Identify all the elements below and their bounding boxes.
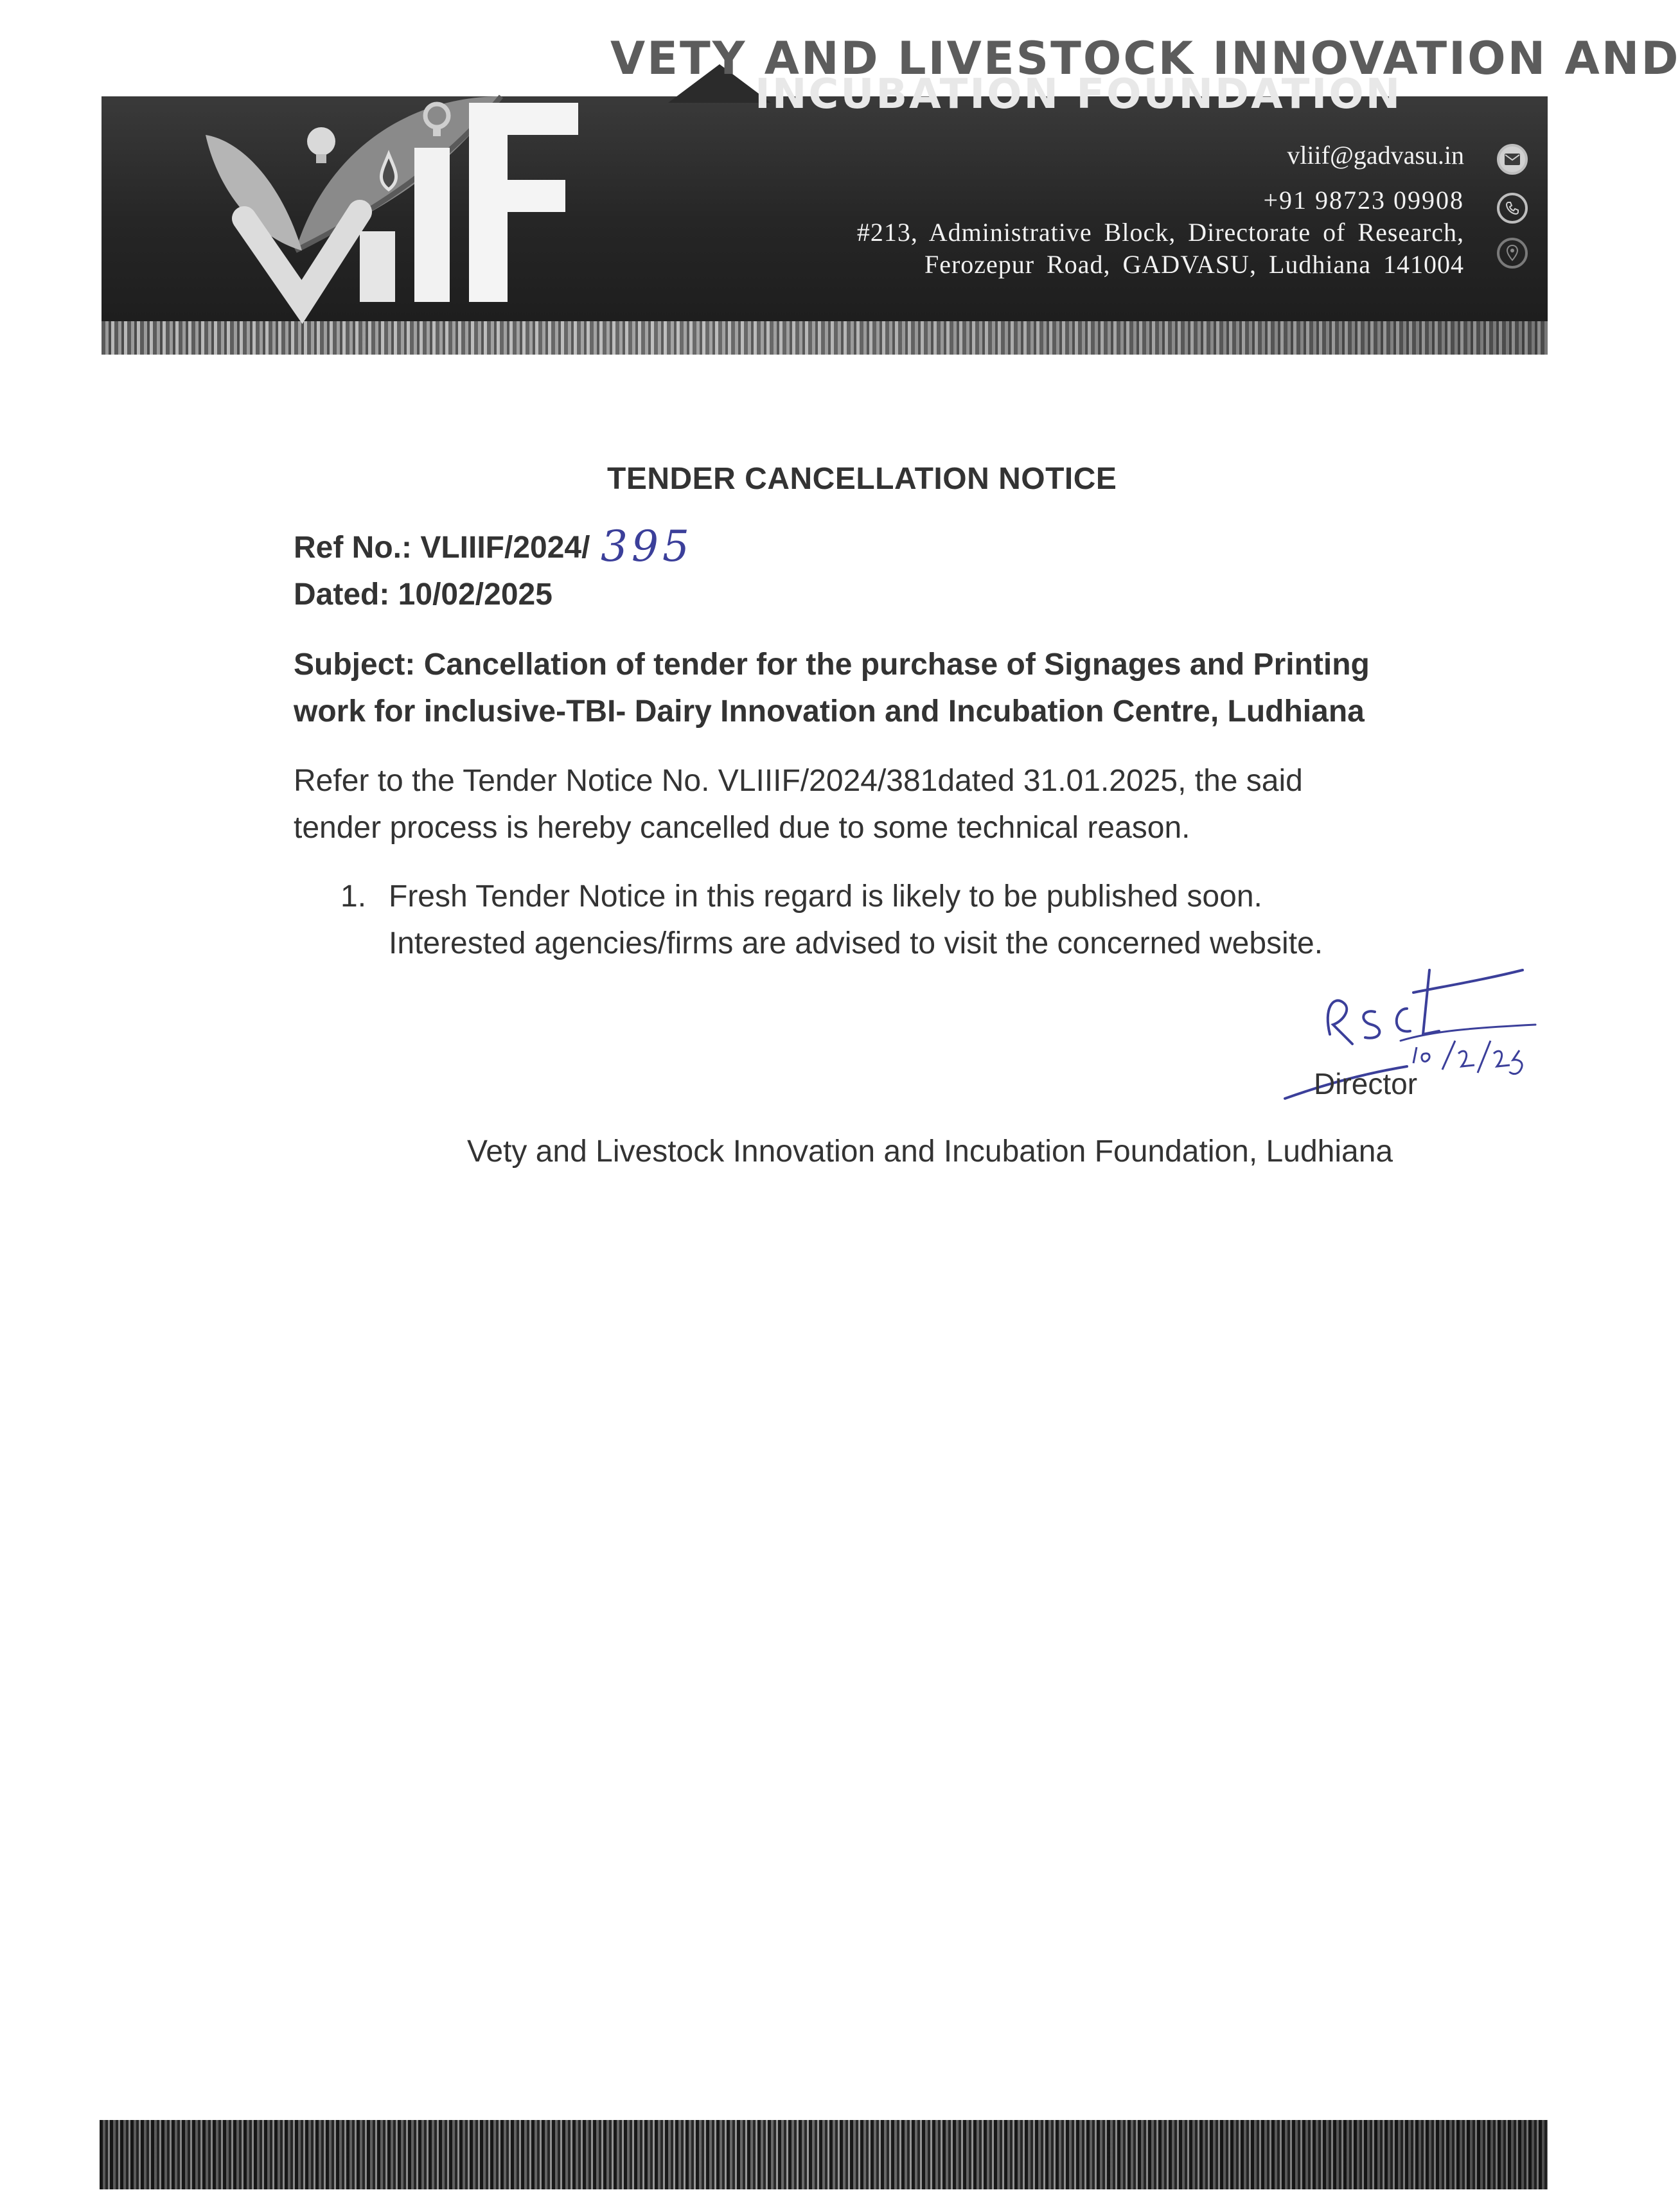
list-item-line-2: Interested agencies/firms are advised to visit the concerned website. [389,926,1323,960]
footer-band [100,2120,1548,2189]
notice-date: Dated: 10/02/2025 [294,578,553,612]
org-name-line-1: VETY AND LIVESTOCK INNOVATION AND [610,32,1680,85]
body-line-1: Refer to the Tender Notice No. VLIIIF/2024/381dated 31.01.2025, the said [294,764,1303,798]
address-line-1: #213, Administrative Block, Directorate of Research, [856,218,1464,247]
org-name-line-2: INCUBATION FOUNDATION [755,71,1402,118]
signatory-organization: Vety and Livestock Innovation and Incubation Foundation, Ludhiana [467,1135,1393,1169]
location-pin-icon [1497,238,1528,269]
list-item-line-1: Fresh Tender Notice in this regard is likely to be published soon. [389,879,1262,914]
list-item-number: 1. [340,879,367,914]
vliif-logo [167,58,707,328]
subject-line-2: work for inclusive-TBI- Dairy Innovation and Incubation Centre, Ludhiana [294,694,1365,729]
notice-heading: TENDER CANCELLATION NOTICE [607,462,1117,496]
mail-icon [1497,144,1528,175]
body-line-2: tender process is hereby cancelled due to some technical reason. [294,811,1190,845]
reference-number: Ref No.: VLIIIF/2024/ [294,531,590,565]
subject-line-1: Subject: Cancellation of tender for the purchase of Signages and Printing [294,648,1370,682]
phone-icon [1497,193,1528,224]
address-line-2: Ferozepur Road, GADVASU, Ludhiana 141004 [924,250,1464,279]
contact-phone[interactable]: +91 98723 09908 [1263,186,1464,215]
signatory-designation: Director [1314,1067,1418,1100]
contact-email[interactable]: vliif@gadvasu.in [1287,141,1464,170]
reference-number-handwritten: 395 [601,522,693,571]
